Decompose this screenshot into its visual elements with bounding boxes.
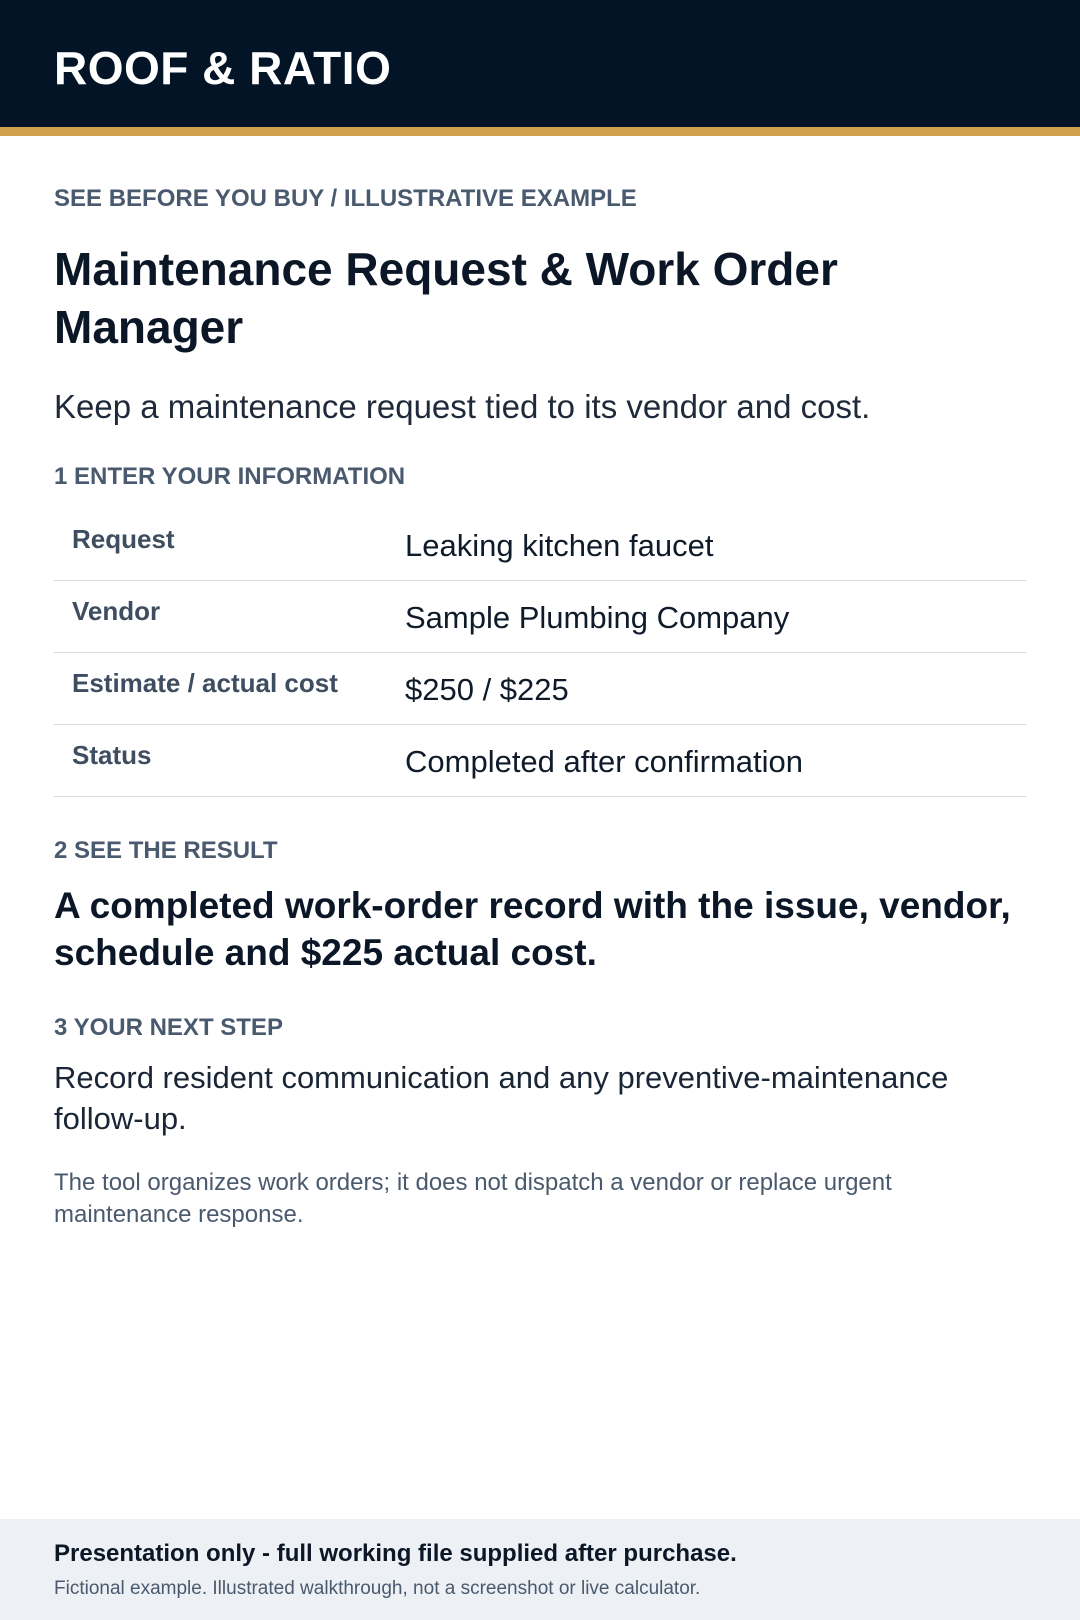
- eyebrow-label: SEE BEFORE YOU BUY / ILLUSTRATIVE EXAMPLE: [54, 185, 637, 212]
- section-heading-next-step: 3 YOUR NEXT STEP: [54, 1014, 283, 1041]
- disclaimer-text: The tool organizes work orders; it does not dispatch a vendor or replace urgent maintenance response.: [54, 1169, 892, 1228]
- field-value-vendor: Sample Plumbing Company: [405, 600, 790, 635]
- page-subtitle: Keep a maintenance request tied to its vendor and cost.: [54, 388, 871, 425]
- field-label-status: Status: [72, 740, 152, 770]
- table-row: [54, 653, 1026, 725]
- footer-title: Presentation only - full working file supplied after purchase.: [54, 1540, 737, 1567]
- field-value-status: Completed after confirmation: [405, 744, 804, 779]
- brand-logo-text: ROOF & RATIO: [54, 42, 392, 94]
- field-value-request: Leaking kitchen faucet: [405, 528, 714, 563]
- footer-banner: [0, 1519, 1080, 1620]
- table-row: [54, 509, 1026, 581]
- header-bar: [0, 0, 1080, 136]
- information-table: [54, 509, 1026, 797]
- field-value-cost: $250 / $225: [405, 672, 569, 707]
- footer-note: Fictional example. Illustrated walkthrough, not a screenshot or live calculator.: [54, 1578, 701, 1599]
- field-label-vendor: Vendor: [72, 596, 161, 626]
- next-step-text: Record resident communication and any preventive-maintenance follow-up.: [54, 1060, 949, 1136]
- field-label-cost: Estimate / actual cost: [72, 668, 338, 698]
- section-heading-see-result: 2 SEE THE RESULT: [54, 837, 278, 864]
- table-row: [54, 725, 1026, 797]
- section-heading-enter-information: 1 ENTER YOUR INFORMATION: [54, 463, 406, 490]
- page-title: Maintenance Request & Work Order Manager: [54, 243, 838, 353]
- result-statement: A completed work-order record with the issue, vendor, schedule and $225 actual cost.: [54, 885, 1011, 973]
- field-label-request: Request: [72, 524, 175, 554]
- table-row: [54, 581, 1026, 653]
